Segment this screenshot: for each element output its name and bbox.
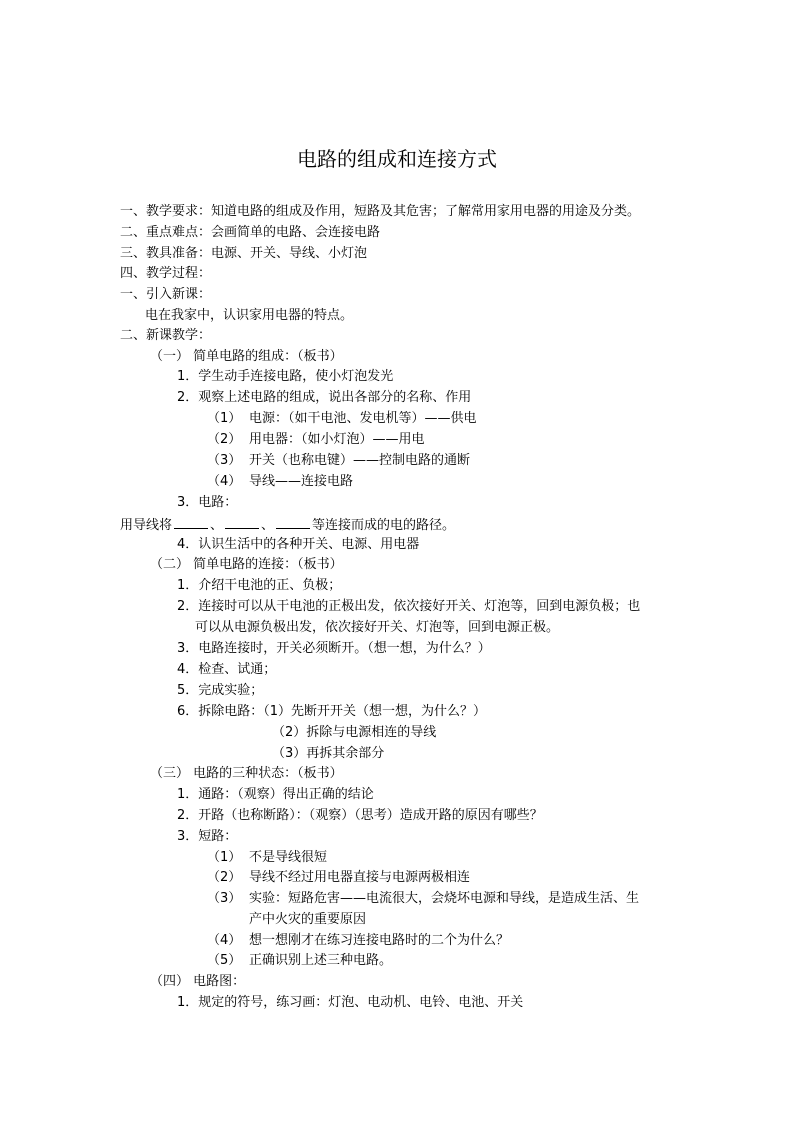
text-line: 2．连接时可以从干电池的正极出发，依次接好开关、灯泡等，回到电源负极；也: [177, 599, 641, 614]
section-heading: （二） 简单电路的连接：（板书）: [150, 557, 343, 572]
text-line: 可以从电源负极出发，依次接好开关、灯泡等，回到电源正极。: [195, 620, 560, 635]
list-item: （2） 用电器：（如小灯泡）——用电: [207, 432, 425, 447]
text-line: 3．电路：: [177, 495, 238, 510]
text-line: 2．观察上述电路的组成，说出各部分的名称、作用: [177, 390, 472, 405]
list-item: （4） 导线——连接电路: [207, 474, 354, 489]
text-line: 3．电路连接时，开关必须断开。（想一想，为什么？）: [177, 641, 491, 656]
text-line: 产中火灾的重要原因: [249, 912, 367, 927]
blank: [276, 516, 310, 529]
text-line: 四、教学过程：: [120, 266, 212, 281]
text-line: 1．规定的符号，练习画：灯泡、电动机、电铃、电池、开关: [177, 995, 524, 1010]
text-line: 1．通路：（观察）得出正确的结论: [177, 787, 374, 802]
list-item: （5） 正确识别上述三种电路。: [207, 953, 393, 968]
text-line: 4．认识生活中的各种开关、电源、用电器: [177, 537, 420, 552]
text-line: 5．完成实验；: [177, 683, 264, 698]
section-heading: （三） 电路的三种状态：（板书）: [150, 766, 343, 781]
text-line: 三、教具准备：电源、开关、导线、小灯泡: [120, 246, 368, 261]
text-line: 2．开路（也称断路）：（观察）（思考）造成开路的原因有哪些？: [177, 808, 543, 823]
text-line: 一、引入新课：: [120, 287, 212, 302]
section-heading: （四） 电路图：: [150, 974, 246, 989]
text-line: 4．检查、试通；: [177, 662, 277, 677]
text-line: 一、教学要求：知道电路的组成及作用，短路及其危害；了解常用家用电器的用途及分类。: [120, 204, 641, 219]
text-line: （2）拆除与电源相连的导线: [272, 725, 437, 740]
text-line: 6．拆除电路：（1）先断开开关（想一想，为什么？）: [177, 704, 487, 719]
text-line: 3．短路：: [177, 829, 238, 844]
list-item: （4） 想一想刚才在练习连接电路时的二个为什么？: [207, 933, 510, 948]
list-item: （1） 不是导线很短: [207, 850, 328, 865]
list-item: （1） 电源：（如干电池、发电机等）——供电: [207, 411, 477, 426]
page-title: 电路的组成和连接方式: [297, 147, 497, 171]
section-heading: （一） 简单电路的组成：（板书）: [150, 349, 343, 364]
text-line: 电在我家中，认识家用电器的特点。: [145, 308, 354, 323]
list-item: （3） 开关（也称电键）——控制电路的通断: [207, 453, 471, 468]
text-line: （3）再拆其余部分: [272, 746, 385, 761]
text-line: 二、新课教学：: [120, 328, 212, 343]
list-item: （2） 导线不经过用电器直接与电源两极相连: [207, 870, 471, 885]
text-line: 二、重点难点：会画简单的电路、会连接电路: [120, 225, 381, 240]
blank: [174, 516, 208, 529]
text-line: 1．学生动手连接电路，使小灯泡发光: [177, 369, 394, 384]
list-item: （3） 实验：短路危害——电流很大，会烧坏电源和导线，是造成生活、生: [207, 891, 640, 906]
fill-in-line: 用导线将 、 、 等连接而成的电的路径。: [120, 518, 456, 533]
text-line: 1．介绍干电池的正、负极；: [177, 578, 342, 593]
blank: [225, 516, 259, 529]
